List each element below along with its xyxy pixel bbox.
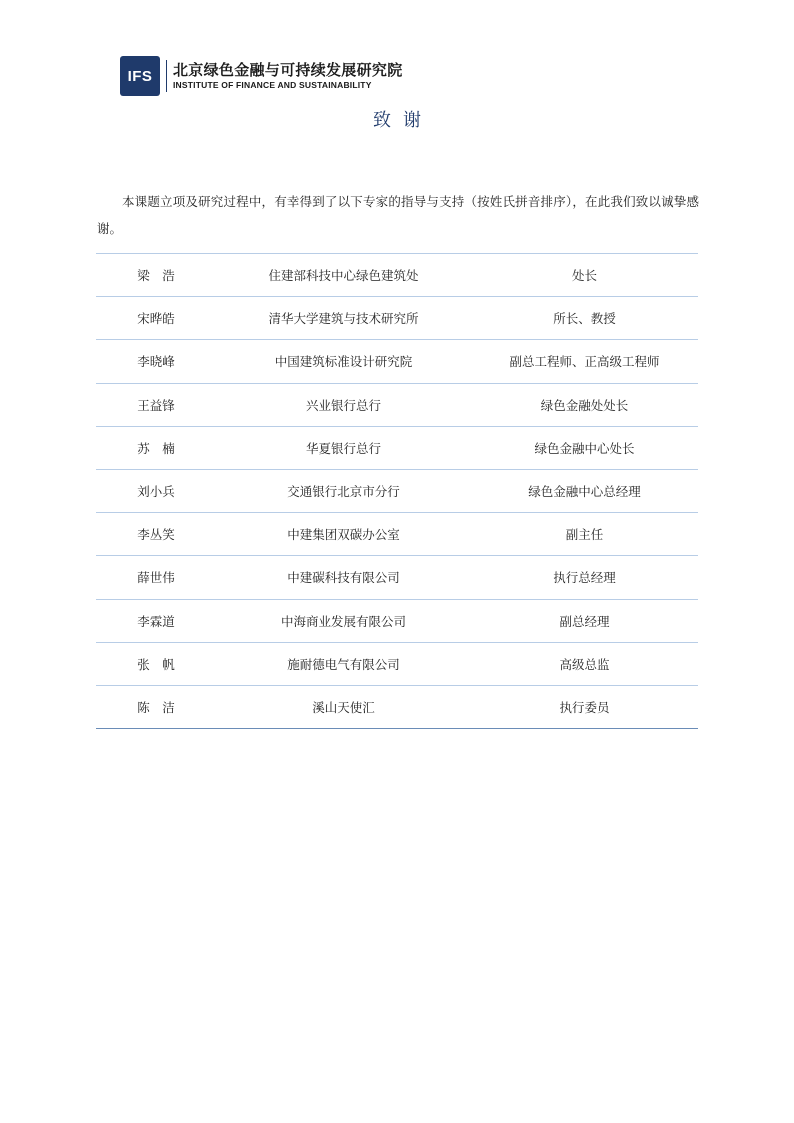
expert-name: 李丛笑 — [96, 513, 216, 556]
table-row — [96, 340, 698, 383]
expert-position: 所长、教授 — [471, 297, 698, 340]
expert-position: 副总工程师、正高级工程师 — [471, 340, 698, 383]
table-row — [96, 297, 698, 340]
expert-name: 宋晔皓 — [96, 297, 216, 340]
table-row — [96, 599, 698, 642]
header — [120, 56, 403, 96]
expert-position: 处长 — [471, 254, 698, 297]
expert-position: 绿色金融处处长 — [471, 383, 698, 426]
table-row — [96, 513, 698, 556]
table-row — [96, 383, 698, 426]
expert-organization: 溪山天使汇 — [216, 685, 471, 728]
intro-paragraph: 本课题立项及研究过程中，有幸得到了以下专家的指导与支持（按姓氏拼音排序），在此我们致以诚挚感谢。 — [97, 193, 699, 236]
ifs-logo — [120, 56, 160, 96]
logo-abbr: IFS — [127, 67, 153, 85]
expert-organization: 兴业银行总行 — [216, 383, 471, 426]
expert-organization: 住建部科技中心绿色建筑处 — [216, 254, 471, 297]
expert-table — [96, 253, 698, 729]
table-row — [96, 469, 698, 512]
expert-organization: 中建碳科技有限公司 — [216, 556, 471, 599]
expert-organization: 交通银行北京市分行 — [216, 469, 471, 512]
expert-position: 副总经理 — [471, 599, 698, 642]
expert-organization: 中国建筑标准设计研究院 — [216, 340, 471, 383]
table-row — [96, 254, 698, 297]
table-row — [96, 685, 698, 728]
page-title: 致谢 — [373, 110, 433, 131]
expert-position: 副主任 — [471, 513, 698, 556]
expert-organization: 华夏银行总行 — [216, 426, 471, 469]
expert-name: 梁 浩 — [96, 254, 216, 297]
logo-divider — [166, 60, 167, 92]
expert-organization: 中建集团双碳办公室 — [216, 513, 471, 556]
expert-organization: 清华大学建筑与技术研究所 — [216, 297, 471, 340]
expert-position: 高级总监 — [471, 642, 698, 685]
org-name-cn: 北京绿色金融与可持续发展研究院 — [173, 61, 403, 79]
table-row — [96, 642, 698, 685]
expert-name: 李晓峰 — [96, 340, 216, 383]
logo-text — [173, 61, 403, 91]
expert-position: 绿色金融中心总经理 — [471, 469, 698, 512]
expert-name: 苏 楠 — [96, 426, 216, 469]
expert-name: 薛世伟 — [96, 556, 216, 599]
expert-name: 张 帆 — [96, 642, 216, 685]
expert-name: 刘小兵 — [96, 469, 216, 512]
expert-name: 李霖道 — [96, 599, 216, 642]
expert-position: 执行委员 — [471, 685, 698, 728]
expert-name: 陈 洁 — [96, 685, 216, 728]
expert-position: 绿色金融中心处长 — [471, 426, 698, 469]
expert-position: 执行总经理 — [471, 556, 698, 599]
org-name-en: INSTITUTE OF FINANCE AND SUSTAINABILITY — [173, 80, 372, 90]
table-row — [96, 426, 698, 469]
table-row — [96, 556, 698, 599]
expert-name: 王益锋 — [96, 383, 216, 426]
expert-organization: 施耐德电气有限公司 — [216, 642, 471, 685]
expert-organization: 中海商业发展有限公司 — [216, 599, 471, 642]
